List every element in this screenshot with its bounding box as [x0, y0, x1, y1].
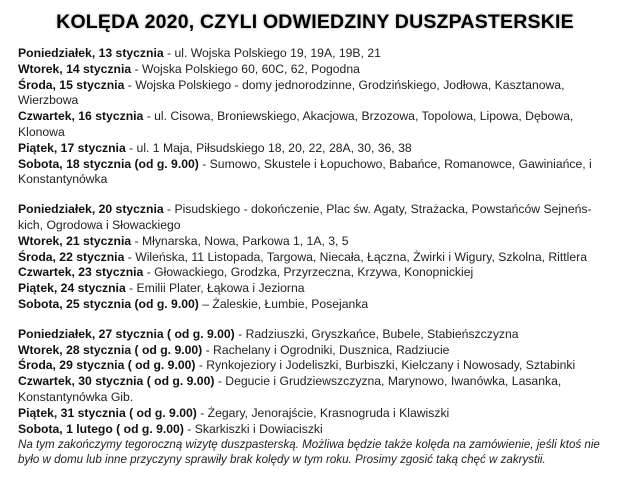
entry-day: Piątek, 24 stycznia: [18, 281, 126, 296]
entry-day: Środa, 29 stycznia ( od g. 9.00): [18, 358, 196, 373]
page-title: [18, 6, 612, 38]
entry-day: Wtorek, 21 stycznia: [18, 233, 132, 248]
entry-streets: – Żaleskie, Łumbie, Posejanka: [198, 296, 369, 311]
schedule-entry: [18, 358, 612, 374]
closing-note: Na tym zakończymy tegoroczną wizytę duszpasterską. Możliwa będzie także kolęda na zamówienie, jeśli ktoś nie było w domu lub inne przyczyny sprawiły brak kolędy w tym roku. Prosimy zgosić taką chęć w zakrystii.: [18, 438, 600, 467]
entry-streets: - Młynarska, Nowa, Parkowa 1, 1A, 3, 5: [131, 233, 349, 248]
entry-streets: - Rachelany i Ogrodniki, Dusznica, Radziucie: [202, 342, 450, 357]
schedule-entry: [18, 62, 612, 78]
schedule-week-3: [18, 327, 612, 468]
entry-streets: - Skarkiszki i Dowiaciszki: [183, 421, 323, 436]
entry-streets: - Wojska Polskiego - domy jednorodzinne, Grodzińskiego, Jodłowa, Kasztanowa, Wierzbowa: [18, 77, 565, 108]
entry-streets: - Pisudskiego - dokończenie, Plac św. Agaty, Strażacka, Powstańców Sejneńs-kich, Ogrodowa i Słowackiego: [18, 202, 592, 232]
entry-streets: - Sumowo, Skustele i Łopuchowo, Babańce, Romanowce, Gawiniańce, i Konstantynówka: [18, 156, 592, 187]
entry-streets: - ul. Cisowa, Broniewskiego, Akacjowa, Brzozowa, Topolowa, Lipowa, Dębowa, Klonowa: [18, 109, 574, 139]
entry-day: Czwartek, 16 stycznia: [18, 109, 144, 124]
entry-day: Środa, 22 stycznia: [18, 249, 125, 264]
entry-day: Poniedziałek, 27 stycznia ( od g. 9.00): [18, 326, 235, 341]
schedule-entry: [18, 234, 612, 250]
entry-streets: - Wileńska, 11 Listopada, Targowa, Niecała, Łączna, Żwirki i Wigury, Szkolna, Rittlera: [124, 249, 587, 264]
entry-day: Sobota, 18 stycznia (od g. 9.00): [18, 156, 199, 171]
schedule-entry: [18, 281, 612, 297]
entry-streets: - ul. Wojska Polskiego 19, 19A, 19B, 21: [163, 46, 381, 60]
schedule-week-1: [18, 46, 612, 188]
entry-streets: - Degucie i Grudziewszczyzna, Marynowo, Iwanówka, Lasanka, Konstantynówka Gib.: [18, 374, 562, 404]
schedule-entry: [18, 327, 612, 343]
entry-day: Piątek, 17 stycznia: [18, 140, 126, 155]
entry-day: Poniedziałek, 20 stycznia: [18, 202, 164, 217]
schedule-entry: [18, 265, 612, 281]
entry-streets: - Wojska Polskiego 60, 60C, 62, Pogodna: [131, 61, 360, 76]
entry-streets: - Głowackiego, Grodzka, Przyrzeczna, Krzywa, Konopnickiej: [143, 265, 474, 280]
schedule-entry: [18, 297, 612, 313]
entry-day: Wtorek, 14 stycznia: [18, 61, 132, 76]
entry-day: Sobota, 1 lutego ( od g. 9.00): [18, 421, 184, 436]
schedule-entry: [18, 157, 612, 189]
schedule-week-2: [18, 202, 612, 313]
schedule-entry: [18, 46, 612, 62]
schedule-entry: [18, 141, 612, 157]
schedule-entry: [18, 374, 612, 406]
entry-day: Sobota, 25 stycznia (od g. 9.00): [18, 296, 199, 311]
schedule-entry: [18, 109, 612, 141]
entry-day: Czwartek, 23 stycznia: [18, 265, 144, 280]
entry-streets: - ul. 1 Maja, Piłsudskiego 18, 20, 22, 28A, 30, 36, 38: [125, 140, 412, 155]
entry-streets: - Radziuszki, Gryszkańce, Bubele, Stabieńszczyzna: [234, 326, 519, 341]
entry-streets: - Emilii Plater, Łąkowa i Jeziorna: [125, 281, 305, 296]
entry-day: Środa, 15 stycznia: [18, 77, 125, 92]
schedule-entry: [18, 422, 612, 438]
entry-day: Piątek, 31 stycznia ( od g. 9.00): [18, 405, 197, 420]
schedule-entry: [18, 202, 612, 234]
entry-day: Wtorek, 28 stycznia ( od g. 9.00): [18, 342, 203, 357]
announcement-page: [0, 6, 630, 494]
schedule-entry: [18, 78, 612, 110]
entry-day: Czwartek, 30 stycznia ( od g. 9.00): [18, 374, 215, 389]
entry-streets: - Żegary, Jenorajście, Krasnogruda i Klawiszki: [196, 405, 450, 420]
schedule-entry: [18, 406, 612, 422]
schedule-entry: [18, 343, 612, 359]
schedule-entry: [18, 250, 612, 266]
entry-day: Poniedziałek, 13 stycznia: [18, 46, 164, 60]
page-title-text: KOLĘDA 2020, CZYLI ODWIEDZINY DUSZPASTERSKIE: [56, 11, 574, 33]
entry-streets: - Rynkojeziory i Jodeliszki, Burbiszki, Kielczany i Nowosady, Sztabinki: [195, 358, 576, 373]
